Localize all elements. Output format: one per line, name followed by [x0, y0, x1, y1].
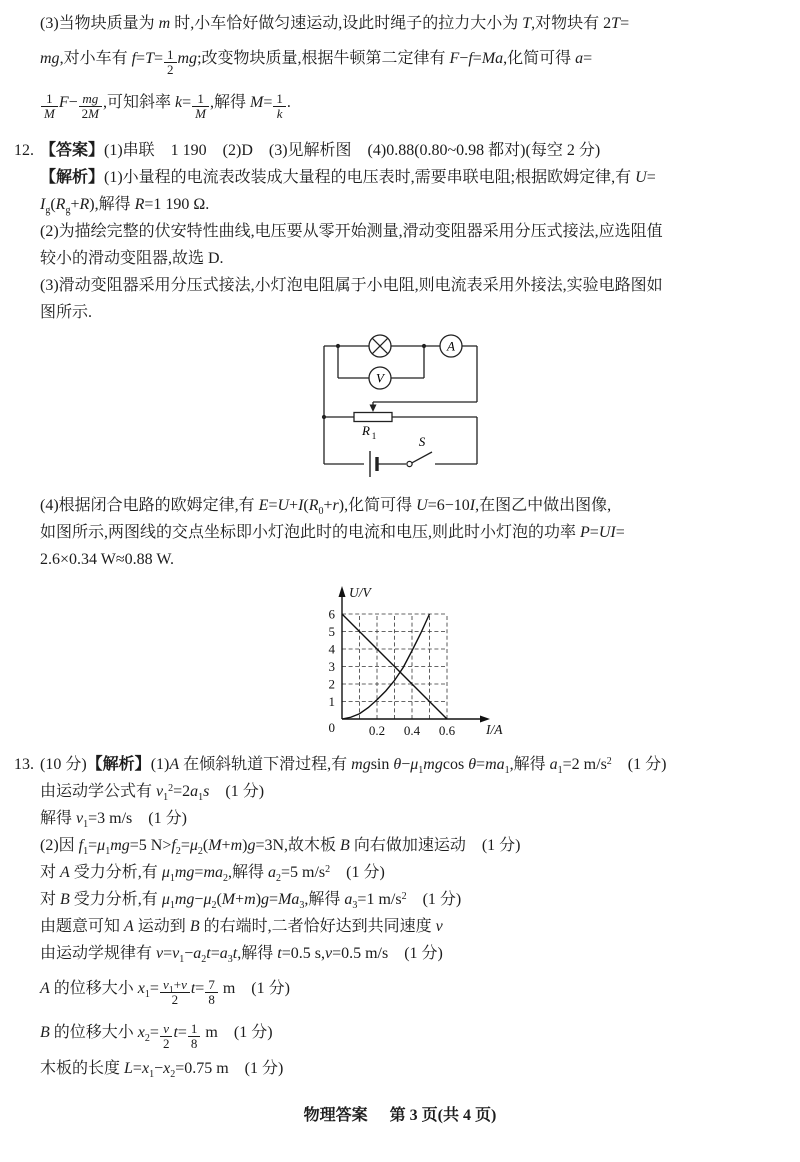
x-axis-label: I/A [486, 722, 503, 737]
tick-label: 0.4 [403, 723, 421, 738]
text-line: (2)为描绘完整的伏安特性曲线,电压要从零开始测量,滑动变阻器采用分压式接法,应选阻值 [40, 223, 663, 240]
rheostat [354, 413, 392, 422]
item-12 [14, 137, 790, 745]
tick-label: 5 [328, 624, 335, 639]
slider-arrow-icon [370, 405, 377, 413]
text-line: 对 A 受力分析,有 $\mu_1mg=ma_2$,解得 $a_2=5$ $m/s^2$ (1 分) [40, 864, 385, 884]
junction-dot [322, 415, 326, 419]
tick-label: 1 [328, 694, 335, 709]
text-line: 解得 $v_1=3$ m/s (1 分) [40, 810, 187, 830]
tick-label: 3 [328, 659, 335, 674]
text-line: 对 B 受力分析,有 $\mu_1mg-\mu_2(M+m)g=Ma_3$,解得 $a_3=1$ $m/s^2$ (1 分) [40, 891, 462, 911]
text-line: (3)滑动变阻器采用分压式接法,小灯泡电阻属于小电阻,则电流表采用外接法,实验电路图如 [40, 277, 663, 294]
lamp-cross-icon [372, 338, 388, 354]
text-line: 2.6×0.34 W≈0.88 W. [40, 551, 174, 568]
footer [0, 1102, 800, 1125]
text-line: $I_g(R_g+R)$,解得 R=1 190 Ω. [40, 196, 210, 216]
text-line: (2)因 $f_1=\mu_1mg=5$ $N>f_2=\mu_2(M+m)g=3N$,故木板 B 向右做加速运动 (1 分) [40, 837, 521, 857]
text-line: 图所示. [40, 304, 93, 321]
ammeter-label: A [447, 338, 455, 354]
text-line: A 的位移大小 $x_1=$ $\frac{v_1+v}{2}$ t= $\frac{7}{8}$ m (1 分) [40, 976, 290, 1008]
text-line: mg,对小车有 f=T= $\frac{1}{2}$ mg;改变物块质量,根据牛顿第二定律有 F−f=Ma,化简可得 a= [40, 46, 593, 78]
text-line: 由运动学公式有 $v_1^2=2a_1s$ (1 分) [40, 783, 265, 803]
text-line: $\frac{1}{M}$ F− $\frac{mg}{2M}$ ,可知斜率 k= $\frac{1}{M}$ ,解得 M= $\frac{1}{k}$ . [40, 81, 790, 125]
answer-line: 【答案】(1)串联 1 190 (2)D (3)见解析图 (4)0.88(0.80~0.98 都对)(每空 2 分) [40, 142, 601, 159]
text-line: 由运动学规律有 $v=v_1-a_2t=a_3t$,解得 t=0.5 s,v=0.5 m/s (1 分) [40, 945, 443, 965]
rheostat-label-sub: 1 [371, 431, 377, 441]
text-line: (4)根据闭合电路的欧姆定律,有 $E=U+I(R_0+r)$,化简可得 U=6−10I,在图乙中做出图像, [40, 497, 612, 517]
text-line: (3)当物块质量为 m 时,小车恰好做匀速运动,设此时绳子的拉力大小为 T,对物块有 2T= [40, 15, 630, 32]
y-axis-label: U/V [349, 585, 371, 600]
tick-label: 6 [328, 606, 335, 622]
circuit-diagram [294, 332, 504, 484]
tick-label: 0.2 [368, 723, 386, 738]
tick-label: 4 [328, 641, 335, 657]
switch-icon [407, 461, 412, 466]
text-line: B 的位移大小 $x_2=$ $\frac{v}{2}$ t= $\frac{1}{8}$ m (1 分) [40, 1020, 273, 1052]
junction-dot [336, 344, 340, 348]
text-line: 由题意可知 A 运动到 B 的右端时,二者恰好达到共同速度 v [40, 918, 443, 935]
text-line: 较小的滑动变阻器,故选 D. [40, 250, 224, 267]
footer-doc-title: 物理答案 [303, 1107, 368, 1124]
switch-lever [412, 452, 432, 463]
item-11-part3 [14, 10, 790, 125]
item-13 [14, 751, 790, 1082]
voltmeter-label: V [376, 370, 384, 386]
item-number: 13. [14, 756, 34, 773]
rheostat-label: R [362, 423, 370, 438]
text-line: (10 分)【解析】(1)A 在倾斜轨道下滑过程,有 mgsin $\theta-\mu_1mgcos$ $\theta=ma_1$,解得 $a_1=2$ $m/s^2$ (1 分) [40, 756, 667, 776]
tick-label: 0.6 [438, 723, 456, 738]
circuit-wires [324, 346, 477, 464]
text-line: 【解析】(1)小量程的电流表改装成大量程的电压表时,需要串联电阻;根据欧姆定律,有 U= [40, 169, 656, 186]
tick-label: 2 [328, 676, 335, 692]
footer-page-info: 第 3 页(共 4 页) [389, 1107, 497, 1124]
switch-label: S [418, 434, 426, 449]
item-number: 12. [14, 142, 34, 159]
iu-graph [312, 581, 512, 745]
tick-label: 0 [328, 720, 335, 735]
text-line: 如图所示,两图线的交点坐标即小灯泡此时的电流和电压,则此时小灯泡的功率 P=UI= [40, 524, 625, 541]
text-line: 木板的长度 $L=x_1-x_2=0.75$ m (1 分) [40, 1060, 284, 1080]
junction-dot [422, 344, 426, 348]
y-axis-arrow-icon [339, 586, 346, 597]
